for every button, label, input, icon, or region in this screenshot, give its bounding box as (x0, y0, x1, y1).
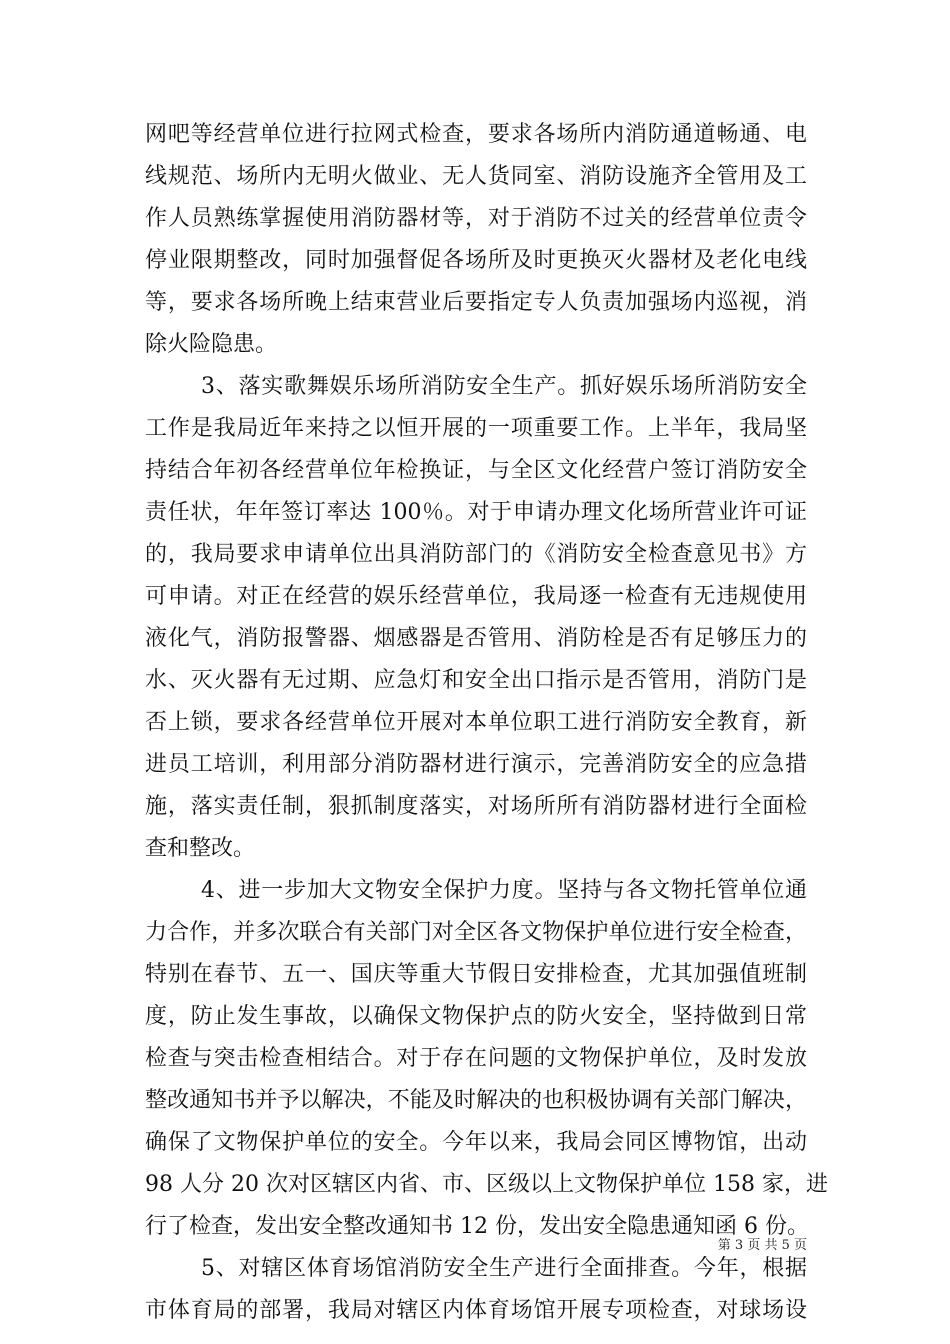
text-line: 力合作，并多次联合有关部门对全区各文物保护单位进行安全检查， (145, 920, 807, 945)
text-line: 责任状，年年签订率达 100％。对于申请办理文化场所营业许可证 (145, 500, 807, 525)
text-line: 除火险隐患。 (145, 332, 278, 357)
text-line: 水、灭火器有无过期、应急灯和安全出口指示是否管用，消防门是 (145, 668, 807, 693)
text-line: 确保了文物保护单位的安全。今年以来，我局会同区博物馆，出动 (145, 1130, 807, 1155)
text-line: 持结合年初各经营单位年检换证，与全区文化经营户签订消防安全 (145, 458, 807, 483)
text-line: 98 人分 20 次对区辖区内省、市、区级以上文物保护单位 158 家，进 (145, 1172, 828, 1197)
paragraph-heading-line: 5、对辖区体育场馆消防安全生产进行全面排查。今年，根据 (201, 1256, 807, 1281)
text-line: 行了检查，发出安全整改通知书 12 份，发出安全隐患通知函 6 份。 (145, 1214, 809, 1239)
text-line: 线规范、场所内无明火做业、无人货同室、消防设施齐全管用及工 (145, 164, 807, 189)
text-line: 等，要求各场所晚上结束营业后要指定专人负责加强场内巡视，消 (145, 290, 807, 315)
text-line: 工作是我局近年来持之以恒开展的一项重要工作。上半年，我局坚 (145, 416, 807, 441)
text-line: 否上锁，要求各经营单位开展对本单位职工进行消防安全教育，新 (145, 710, 807, 735)
text-line: 度，防止发生事故，以确保文物保护点的防火安全，坚持做到日常 (145, 1004, 807, 1029)
text-line: 的，我局要求申请单位出具消防部门的《消防安全检查意见书》方 (145, 542, 807, 567)
text-line: 整改通知书并予以解决，不能及时解决的也积极协调有关部门解决， (145, 1088, 807, 1113)
text-line: 作人员熟练掌握使用消防器材等，对于消防不过关的经营单位责令 (145, 206, 807, 231)
text-line: 液化气，消防报警器、烟感器是否管用、消防栓是否有足够压力的 (145, 626, 807, 651)
text-line: 检查与突击检查相结合。对于存在问题的文物保护单位，及时发放 (145, 1046, 807, 1071)
text-line: 网吧等经营单位进行拉网式检查，要求各场所内消防通道畅通、电 (145, 122, 807, 147)
body-text (145, 114, 828, 1332)
paragraph-heading-line: 3、落实歌舞娱乐场所消防安全生产。抓好娱乐场所消防安全 (201, 374, 807, 399)
text-line: 查和整改。 (145, 836, 256, 861)
text-line: 停业限期整改，同时加强督促各场所及时更换灭火器材及老化电线 (145, 248, 807, 273)
text-line: 进员工培训，利用部分消防器材进行演示，完善消防安全的应急措 (145, 752, 807, 777)
text-line: 施，落实责任制，狠抓制度落实，对场所所有消防器材进行全面检 (145, 794, 807, 819)
text-line: 可申请。对正在经营的娱乐经营单位，我局逐一检查有无违规使用 (145, 584, 807, 609)
text-line: 市体育局的部署，我局对辖区内体育场馆开展专项检查，对球场设 (145, 1298, 807, 1323)
text-line: 特别在春节、五一、国庆等重大节假日安排检查，尤其加强值班制 (145, 962, 807, 987)
paragraph-heading-line: 4、进一步加大文物安全保护力度。坚持与各文物托管单位通 (201, 878, 807, 903)
page-number-footer: 第 3 页 共 5 页 (717, 1238, 807, 1253)
